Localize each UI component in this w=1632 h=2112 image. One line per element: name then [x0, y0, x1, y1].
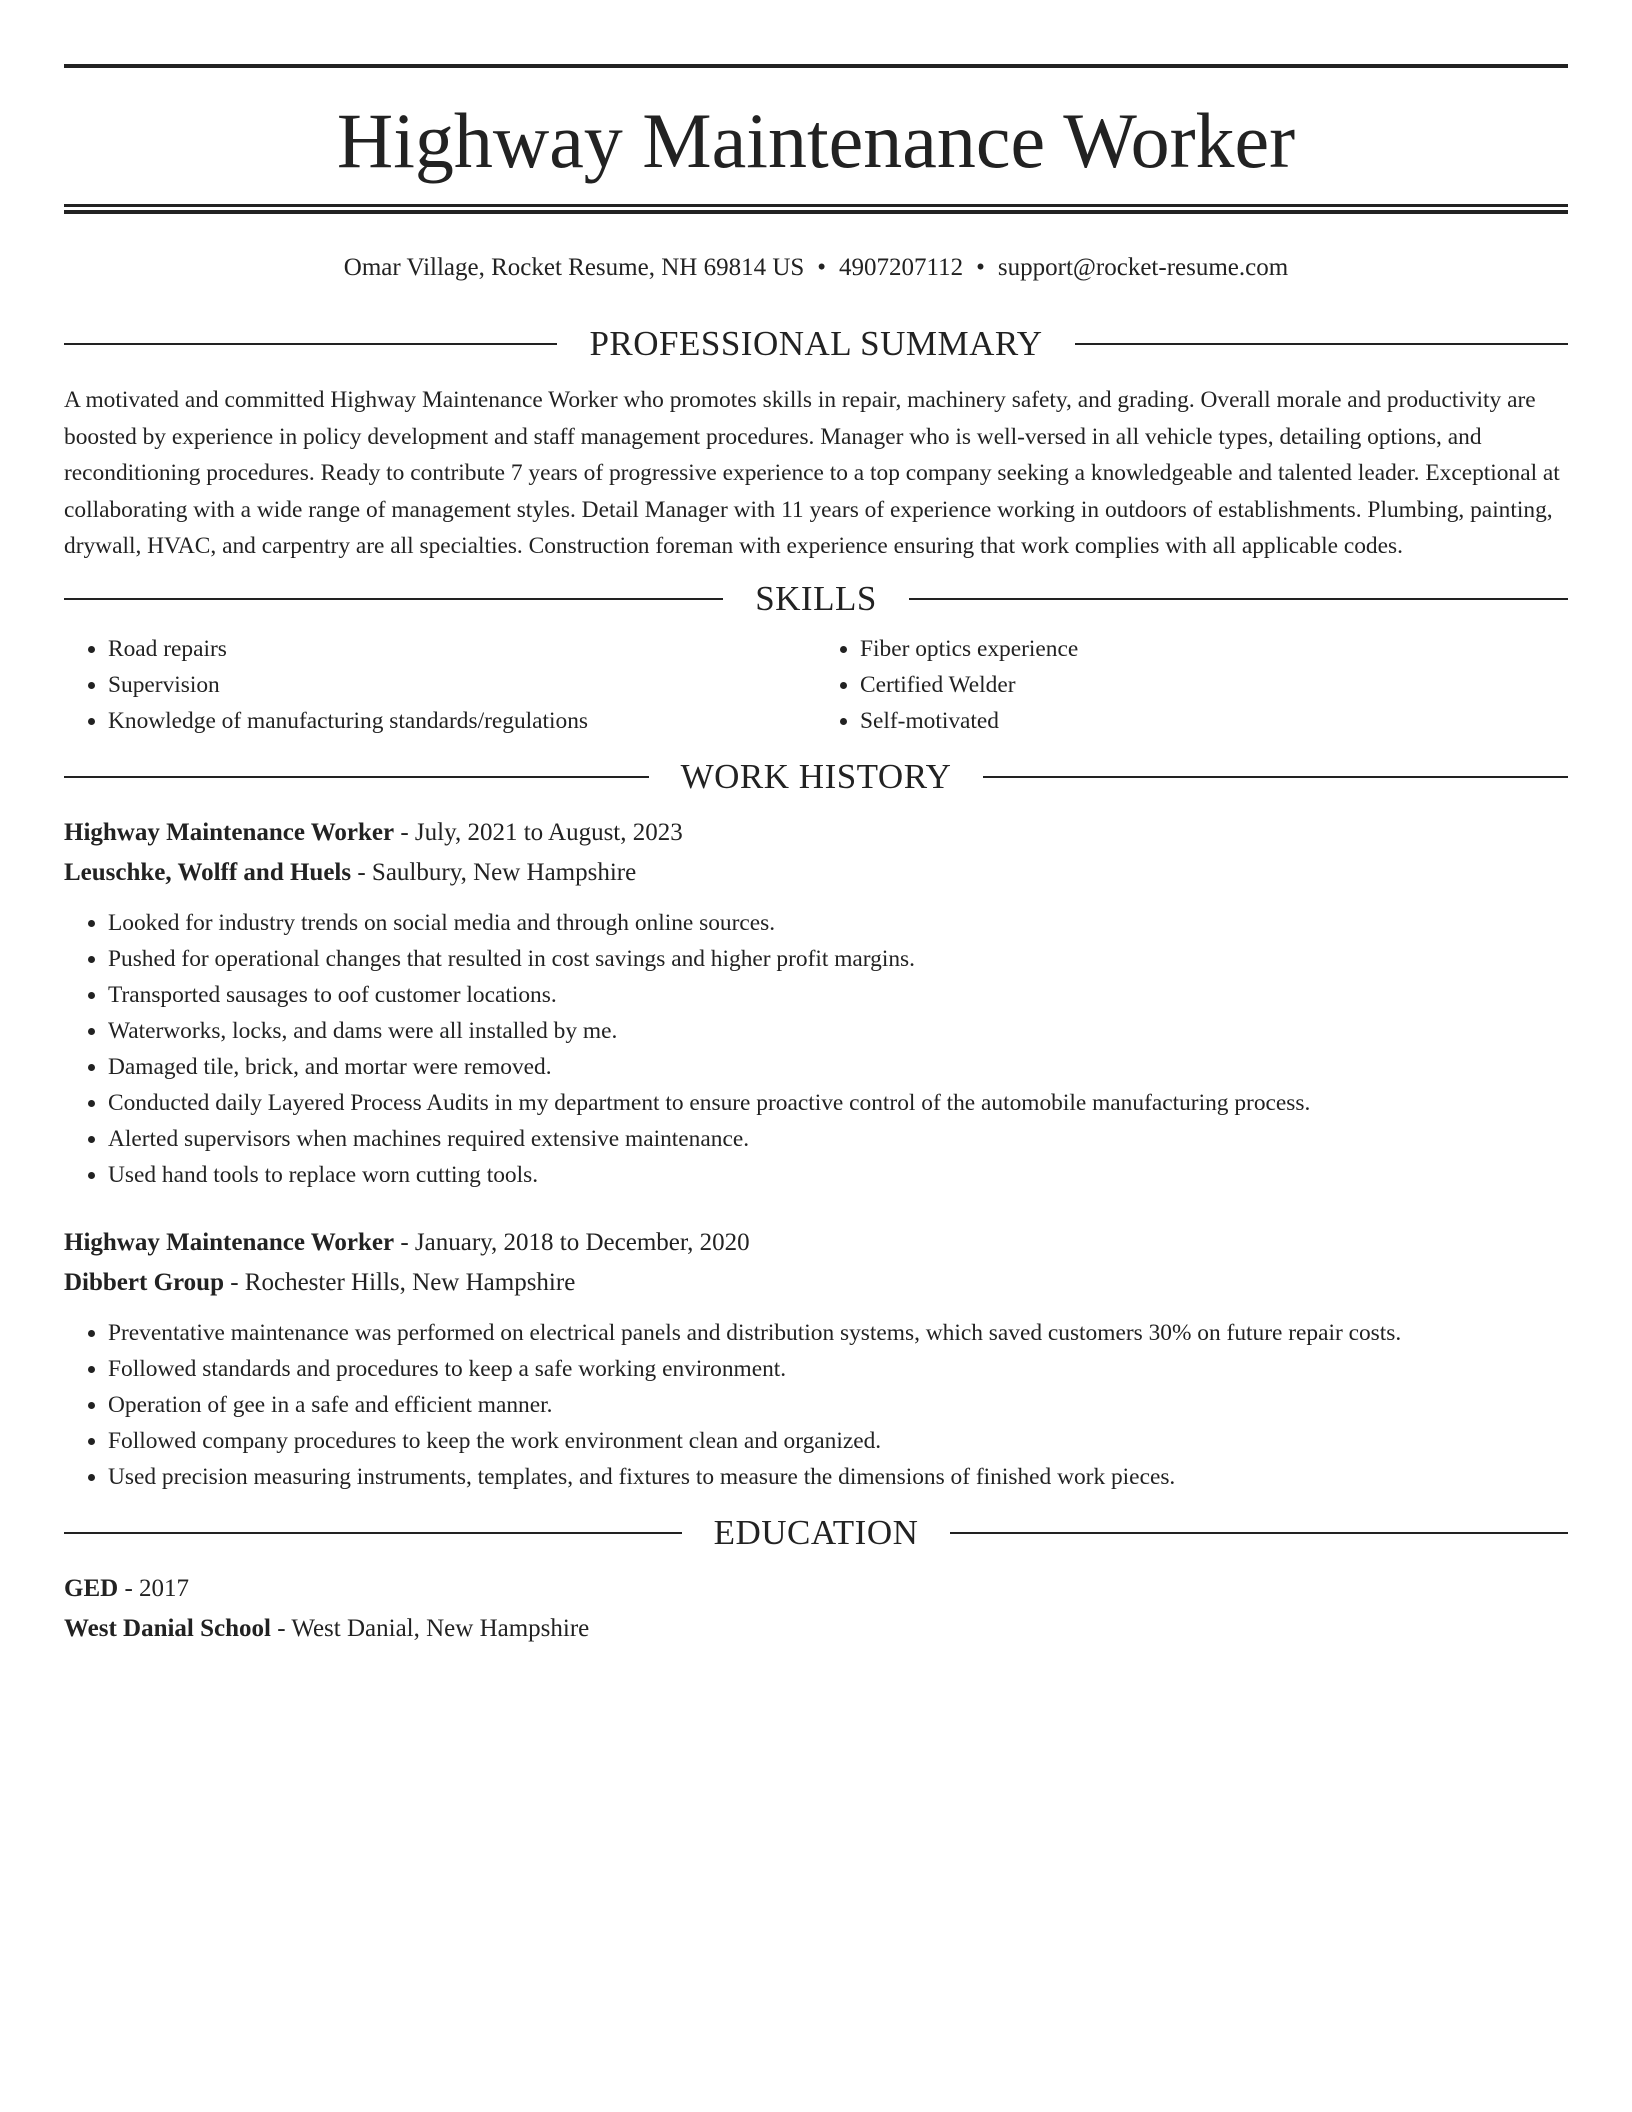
job-bullet: • Used precision measuring instruments, templates, and fixtures to measure the dimensions of finished work pieces.: [108, 1459, 1568, 1495]
job-title-line: [64, 1223, 1568, 1263]
job-bullet: • Transported sausages to oof customer locations.: [108, 977, 1568, 1013]
job-bullet: • Followed company procedures to keep the work environment clean and organized.: [108, 1423, 1568, 1459]
job-bullet: • Conducted daily Layered Process Audits in my department to ensure proactive control of the automobile manufacturing process.: [108, 1085, 1568, 1121]
skill-item: • Certified Welder: [860, 667, 1568, 703]
header-double-rule: [64, 204, 1568, 214]
contact-address: Omar Village, Rocket Resume, NH 69814 US: [343, 254, 805, 281]
job-company-line: [64, 853, 1568, 893]
contact-email: support@rocket-resume.com: [997, 254, 1289, 281]
skills-list: [64, 631, 1568, 739]
job-bullet: • Operation of gee in a safe and efficient manner.: [108, 1387, 1568, 1423]
job-bullet: • Pushed for operational changes that resulted in cost savings and higher profit margins.: [108, 941, 1568, 977]
job-entry: [64, 1223, 1568, 1495]
contact-separator: •: [817, 254, 827, 281]
resume-page: [64, 64, 1568, 1649]
education-school-line: [64, 1609, 1568, 1649]
job-company: Dibbert Group: [64, 1268, 224, 1296]
job-bullet: • Damaged tile, brick, and mortar were removed.: [108, 1049, 1568, 1085]
section-title: PROFESSIONAL SUMMARY: [589, 324, 1043, 363]
resume-title: Highway Maintenance Worker: [336, 97, 1296, 184]
education-entry: [64, 1569, 1568, 1649]
education-degree: GED: [64, 1574, 119, 1602]
heading-rule-right: [983, 776, 1568, 778]
section-heading-education: [64, 1511, 1568, 1555]
education-degree-line: [64, 1569, 1568, 1609]
job-bullets: [64, 905, 1568, 1193]
header-top-rule: [64, 64, 1568, 68]
section-heading-work-history: [64, 755, 1568, 799]
job-company: Leuschke, Wolff and Huels: [64, 858, 352, 886]
job-bullet: • Preventative maintenance was performed on electrical panels and distribution systems, which saved customers 30% on future repair costs.: [108, 1315, 1568, 1351]
section-title: EDUCATION: [713, 1512, 919, 1552]
skill-item: • Self-motivated: [860, 703, 1568, 739]
job-location: - Saulbury, New Hampshire: [351, 858, 637, 886]
section-title: WORK HISTORY: [680, 756, 952, 796]
job-bullets: [64, 1315, 1568, 1495]
heading-rule-left: [64, 776, 649, 778]
job-role: Highway Maintenance Worker: [64, 818, 395, 846]
section-heading-skills: [64, 577, 1568, 621]
summary-text: A motivated and committed Highway Maintenance Worker who promotes skills in repair, machinery safety, and grading. Overall morale and productivity are boosted by experience in policy development and staff management procedures. Manager who is well-versed in all vehicle types, detailing options, and reconditioning procedures. Ready to contribute 7 years of progressive experience to a top company seeking a knowledgeable and talented leader. Exceptional at collaborating with a wide range of management styles. Detail Manager with 11 years of experience working in outdoors of establishments. Plumbing, painting, drywall, HVAC, and carpentry are all specialties. Construction foreman with experience ensuring that work complies with all applicable codes.: [64, 387, 1560, 560]
education-location: - West Danial, New Hampshire: [270, 1614, 590, 1642]
job-title-line: [64, 813, 1568, 853]
job-role: Highway Maintenance Worker: [64, 1228, 395, 1256]
skills-column-right: [816, 631, 1568, 739]
job-company-line: [64, 1263, 1568, 1303]
job-dates: - July, 2021 to August, 2023: [394, 818, 683, 846]
job-bullet: • Waterworks, locks, and dams were all installed by me.: [108, 1013, 1568, 1049]
skill-item: • Road repairs: [108, 631, 816, 667]
skills-column-left: [64, 631, 816, 739]
heading-rule-right: [909, 598, 1568, 600]
heading-rule-left: [64, 343, 557, 345]
job-entry: [64, 813, 1568, 1193]
job-location: - Rochester Hills, New Hampshire: [223, 1268, 576, 1296]
heading-rule-right: [1075, 343, 1568, 345]
contact-line: [64, 248, 1568, 288]
heading-rule-right: [950, 1532, 1568, 1534]
job-bullet: • Followed standards and procedures to keep a safe working environment.: [108, 1351, 1568, 1387]
skill-item: • Supervision: [108, 667, 816, 703]
contact-phone: 4907207112: [839, 254, 964, 281]
education-school: West Danial School: [64, 1614, 271, 1642]
heading-rule-left: [64, 1532, 682, 1534]
skill-item: • Knowledge of manufacturing standards/regulations: [108, 703, 816, 739]
job-bullet: • Looked for industry trends on social media and through online sources.: [108, 905, 1568, 941]
education-year: - 2017: [118, 1574, 190, 1602]
job-bullet: • Used hand tools to replace worn cutting tools.: [108, 1157, 1568, 1193]
section-heading-summary: [64, 322, 1568, 366]
job-dates: - January, 2018 to December, 2020: [394, 1228, 750, 1256]
skill-item: • Fiber optics experience: [860, 631, 1568, 667]
heading-rule-left: [64, 598, 723, 600]
job-bullet: • Alerted supervisors when machines required extensive maintenance.: [108, 1121, 1568, 1157]
section-title: SKILLS: [755, 578, 877, 618]
contact-separator: •: [976, 254, 985, 281]
